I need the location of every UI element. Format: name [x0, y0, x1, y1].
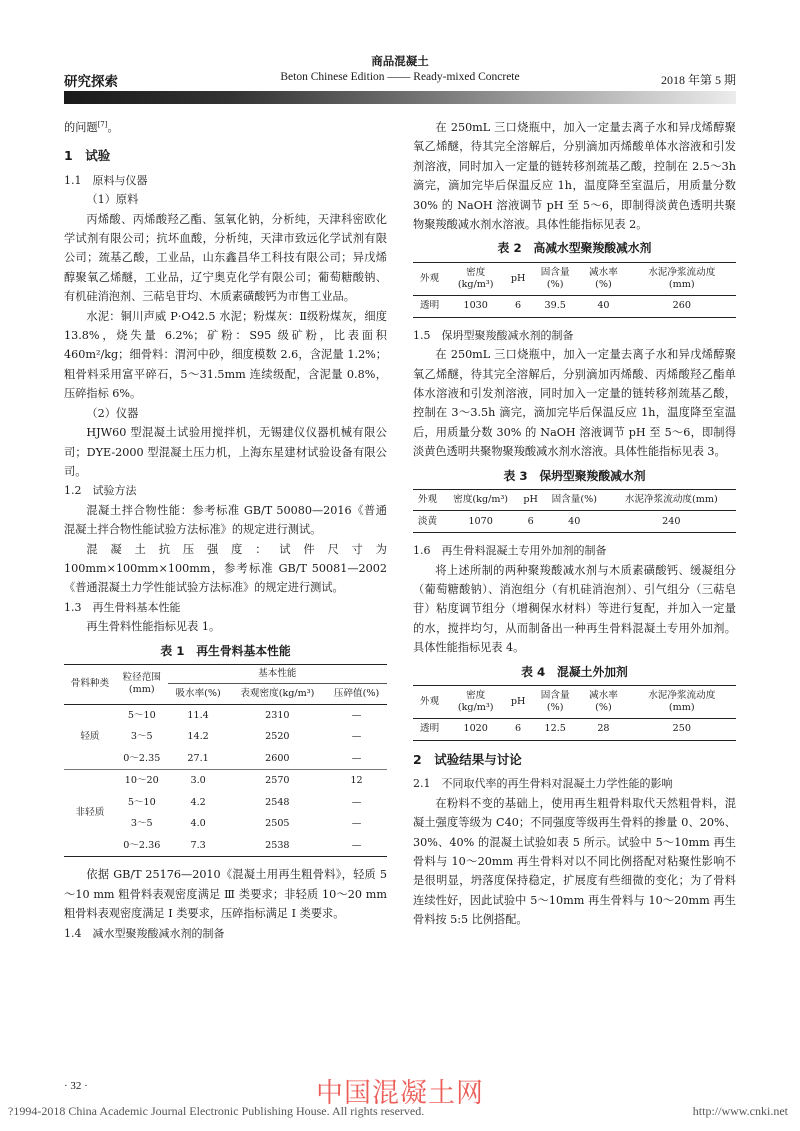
subsection-heading-1-5: 1.5 保坍型聚羧酸减水剂的制备 [413, 328, 574, 342]
table-row: 透明 1030 6 39.5 40 260 [420, 300, 691, 312]
intro-tail: 的问题[7]。 [64, 120, 119, 134]
table-row: 3～5 14.2 2520 — [130, 731, 362, 743]
synthesis-paragraph-1: 在 250mL 三口烧瓶中，加入一定量去离子水和异戊烯醇聚氧乙烯醚，待其完全溶解后，分别滴加丙烯酸单体水溶液和引发剂溶液，同时加入一定量的链转移剂巯基乙酸，控制在 2.5～3h 滴完，滴加完毕后保温反应 1h，温度降至室温后，用质量分数 30% 的 NaOH 溶液调节 pH 至 5～6，即制得淡黄色透明共聚物聚羧酸减水剂水溶液。具体性能指标见表 2。 [413, 121, 736, 232]
t1-header-type: 骨料种类 [64, 664, 116, 704]
raw-materials-paragraph: 丙烯酸、丙烯酸羟乙酯、氢氧化钠，分析纯，天津科密欧化学试剂有限公司；抗坏血酸，分析纯，天津市致远化学试剂有限公司；巯基乙酸，工业品，山东鑫昌华工科技有限公司；异戊烯醇聚氧乙烯醚，工业品，辽宁奥克化学有限公司；葡萄糖酸钠、有机硅消泡剂、三萜皂苷均、木质素磺酸钙为市售工业品。 [64, 212, 387, 304]
method-paragraph-2: 混凝土抗压强度：试件尺寸为 100mm×100mm×100mm，参考标准 GB/T 50081—2002《普通混凝土力学性能试验方法标准》的规定进行测试。 [64, 542, 387, 595]
subsection-heading-1-3: 1.3 再生骨料基本性能 [64, 600, 181, 614]
issue-label: 2018 年第 5 期 [660, 73, 736, 87]
synthesis-paragraph-2: 在 250mL 三口烧瓶中，加入一定量去离子水和异戊烯醇聚氧乙烯醚，待其完全溶解后，分别滴加丙烯酸、丙烯酸羟乙酯单体水溶液和引发剂溶液，同时加入一定量的链转移剂巯基乙酸，控制在 3～3.5h 滴完，滴加完毕后保温反应 1h，温度降至室温后，用质量分数 30% 的 NaOH 溶液调节 pH 至 5～6，即制得淡黄色透明共聚物聚羧酸减水剂水溶液。具体性能指标见表 3。 [413, 348, 736, 459]
table-row: 非轻质 10～20 3.0 2570 12 [64, 770, 387, 792]
subsection-heading-1-4: 1.4 减水型聚羧酸减水剂的制备 [64, 926, 225, 940]
table4-caption: 表 4 混凝土外加剂 [521, 664, 628, 679]
results-paragraph: 在粉料不变的基础上，使用再生粗骨料取代天然粗骨料，混凝土强度等级为 C40；不同强度等级再生骨料的掺量 0、20%、30%、40% 的混凝土试验如表 5 所示。试验中 5～10mm 再生骨料与 10～20mm 再生骨料对以不同比例搭配对粘聚性影响不是很明显，坍落度保持稳定，扩展度有些细微的变化；为了骨料连续性好，因此试验中 5～10mm 再生骨料与 10～20mm 再生骨料按 5:5 比例搭配。 [413, 796, 736, 927]
raw-materials-heading: （1）原料 [86, 193, 139, 207]
journal-title-cn: 商品混凝土 [371, 54, 429, 68]
t1-group-normal: 非轻质 [64, 770, 116, 857]
section-heading-2: 2 试验结果与讨论 [413, 751, 522, 767]
aggregate-intro: 再生骨料性能指标见表 1。 [86, 620, 221, 634]
copyright-text: ?1994-2018 China Academic Journal Electronic Publishing House. All rights reserved. [8, 1104, 425, 1118]
t1-header-crush: 压碎值(%) [326, 683, 387, 704]
table-row: 淡黄 1070 6 40 240 [417, 515, 681, 527]
table4: 外观 密度 (kg/m³) pH 固含量 (%) 减水率 (%) 水泥净浆流动度 (mm) 透明 1020 6 12.5 28 250 [413, 685, 736, 741]
instruments-heading: （2）仪器 [86, 406, 139, 420]
table-row: 0～2.36 7.3 2538 — [123, 839, 362, 851]
table-row: 轻质 5～10 11.4 2310 — [64, 704, 387, 726]
table-row: 5～10 4.2 2548 — [127, 796, 362, 808]
t1-header-size: 粒径范围 (mm) [116, 664, 168, 704]
right-column [413, 118, 736, 930]
page-number: · 32 · [64, 1080, 88, 1092]
instruments-paragraph: HJW60 型混凝土试验用搅拌机，无锡建仪仪器机械有限公司；DYE-2000 型混凝土压力机，上海东星建材试验设备有限公司。 [64, 426, 387, 478]
cement-paragraph: 水泥：铜川声威 P·O42.5 水泥；粉煤灰：Ⅱ级粉煤灰，细度 13.8%，烧失量 6.2%；矿粉：S95 级矿粉，比表面积 460m²/kg；细骨料：渭河中砂，细度模数 2.6，含泥量 1.2%；粗骨料采用富平碎石，5～31.5mm 连续级配，含泥量 0.8%，压碎指标 6%。 [64, 309, 387, 401]
standard-paragraph: 依据 GB/T 25176—2010《混凝土用再生粗骨料》，轻质 5～10 mm 粗骨料表观密度满足 Ⅲ 类要求；非轻质 10～20 mm 粗骨料表观密度满足 Ⅰ 类要求，压碎指标满足 Ⅰ 类要求。 [64, 868, 387, 921]
subsection-heading-1-6: 1.6 再生骨料混凝土专用外加剂的制备 [413, 544, 607, 558]
t1-header-absorption: 吸水率(%) [168, 683, 229, 704]
table-row: 3～5 4.0 2505 — [130, 818, 362, 830]
section-label: 研究探索 [64, 74, 118, 90]
t1-header-basic: 基本性能 [168, 664, 387, 683]
table2: 外观 密度 (kg/m³) pH 固含量 (%) 减水率 (%) 水泥净浆流动度 (mm) 透明 1030 6 39.5 40 260 [413, 262, 736, 318]
method-paragraph-1: 混凝土拌合物性能：参考标准 GB/T 50080—2016《普通混凝土拌合物性能试验方法标准》的规定进行测试。 [64, 503, 387, 537]
table-row: 0～2.35 27.1 2600 — [123, 752, 362, 764]
table-row: 透明 1020 6 12.5 28 250 [420, 723, 691, 735]
subsection-heading-1-2: 1.2 试验方法 [64, 484, 137, 498]
journal-title-en: Beton Chinese Edition —— Ready-mixed Concrete [280, 71, 520, 83]
t1-header-density: 表观密度(kg/m³) [229, 683, 327, 704]
table1-caption: 表 1 再生骨料基本性能 [160, 643, 291, 658]
watermark: 中国混凝土网 [316, 1078, 484, 1109]
table3-caption: 表 3 保坍型聚羧酸减水剂 [503, 468, 646, 483]
section-heading-1: 1 试验 [64, 148, 111, 164]
citation-ref: [7] [97, 120, 108, 129]
cnki-link[interactable]: http://www.cnki.net [692, 1104, 788, 1118]
table3: 外观 密度(kg/m³) pH 固含量(%) 水泥净浆流动度(mm) 淡黄 1070 6 40 240 [413, 489, 736, 533]
admixture-paragraph: 将上述所制的两种聚羧酸减水剂与木质素磺酸钙、缓凝组分（葡萄糖酸钠）、消泡组分（有机硅消泡剂）、引气组分（三萜皂苷）粘度调节组分（增稠保水材料）等进行复配，并加入一定量的水，搅拌均匀，从而制备出一种再生骨料混凝土专用外加剂。具体性能指标见表 4。 [413, 563, 736, 655]
subsection-heading-2-1: 2.1 不同取代率的再生骨料对混凝土力学性能的影响 [413, 777, 673, 791]
table2-caption: 表 2 高减水型聚羧酸减水剂 [497, 241, 652, 256]
left-column [64, 118, 387, 943]
header-gradient-bar [64, 91, 736, 104]
t1-group-light: 轻质 [80, 731, 100, 743]
subsection-heading-1-1: 1.1 原料与仪器 [64, 173, 148, 187]
table1 [64, 664, 387, 858]
